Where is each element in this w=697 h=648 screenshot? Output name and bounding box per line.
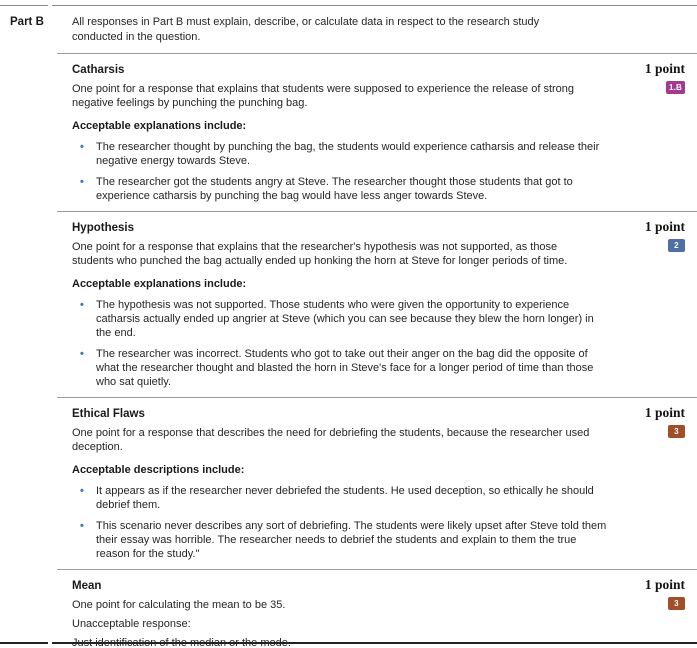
points-label: 1 point — [644, 577, 685, 592]
part-b-label: Part B — [10, 16, 44, 28]
list-item-text: This scenario never describes any sort of debriefing. The students were likely upset after Steve told them their essay was horrible. The researcher needs to debrief the students and explain to them the true reason for the study." — [96, 520, 607, 560]
rubric-content — [57, 53, 697, 648]
skill-badge: 3 — [668, 425, 685, 438]
top-rule-right-segment — [52, 5, 697, 6]
section-catharsis — [57, 54, 697, 211]
unacceptable-text: Just identification of the median or the mode. — [72, 637, 291, 648]
list-item-text: The researcher got the students angry at Steve. The researcher thought those students that got to experience catharsis by punching the bag would have less anger towards Steve. — [96, 176, 573, 202]
list-item — [72, 484, 685, 512]
part-b-row — [0, 6, 697, 53]
section-title: Hypothesis — [72, 222, 134, 234]
list-item — [72, 347, 685, 389]
acceptable-list — [72, 298, 685, 389]
list-item-text: It appears as if the researcher never debriefed the students. He used deception, so ethically he should debrief them. — [96, 485, 594, 511]
part-b-intro: All responses in Part B must explain, describe, or calculate data in respect to the research study conducted in the question. — [72, 16, 540, 43]
list-header: Acceptable explanations include: — [72, 120, 247, 132]
list-item — [72, 298, 685, 340]
skill-badge: 2 — [668, 239, 685, 252]
bottom-rule — [0, 642, 697, 644]
section-header — [72, 578, 685, 593]
bottom-rule-left-segment — [0, 642, 48, 644]
list-item-text: The researcher thought by punching the bag, the students would experience catharsis and release their negative energy towards Steve. — [96, 141, 600, 167]
unacceptable-label: Unacceptable response: — [72, 618, 191, 630]
section-header — [72, 62, 685, 77]
points-label: 1 point — [644, 219, 685, 234]
acceptable-list — [72, 140, 685, 203]
list-item — [72, 175, 685, 203]
points-label: 1 point — [644, 61, 685, 76]
section-description: One point for a response that explains that students were supposed to experience the release of strong negative feelings by punching the punching bag. — [72, 83, 575, 109]
list-header: Acceptable descriptions include: — [72, 464, 245, 476]
section-ethical-flaws — [57, 398, 697, 569]
top-rule — [0, 0, 697, 6]
section-description: One point for calculating the mean to be 35. — [72, 599, 286, 611]
points-label: 1 point — [644, 405, 685, 420]
section-mean — [57, 570, 697, 648]
list-item-text: The hypothesis was not supported. Those students who were given the opportunity to experience catharsis actually ended up angrier at Steve (which you can see because they blew the horn longer) in the end. — [96, 299, 594, 339]
bottom-rule-right-segment — [52, 642, 697, 644]
section-description: One point for a response that explains that the researcher's hypothesis was not supported, as those students who punched the bag actually ended up honking the horn at Steve for longer periods of time. — [72, 241, 568, 267]
list-header: Acceptable explanations include: — [72, 278, 247, 290]
skill-badge: 3 — [668, 597, 685, 610]
list-item — [72, 140, 685, 168]
list-item-text: The researcher was incorrect. Students who got to take out their anger on the bag did the opposite of what the researcher thought and blasted the horn in Steve's face for a longer period of time than those who sat quietly. — [96, 348, 594, 388]
section-header — [72, 220, 685, 235]
section-title: Ethical Flaws — [72, 408, 145, 420]
bullet-icon — [80, 519, 89, 561]
skill-badge: 1.B — [666, 81, 685, 94]
acceptable-list — [72, 484, 685, 561]
bullet-icon — [80, 347, 89, 389]
top-rule-left-segment — [0, 5, 48, 6]
section-hypothesis — [57, 212, 697, 397]
section-title: Catharsis — [72, 64, 125, 76]
bullet-icon — [80, 175, 89, 203]
section-header — [72, 406, 685, 421]
bullet-icon — [80, 298, 89, 340]
section-description: One point for a response that describes the need for debriefing the students, because the researcher used deception. — [72, 427, 590, 453]
list-item — [72, 519, 685, 561]
section-title: Mean — [72, 580, 102, 592]
bullet-icon — [80, 140, 89, 168]
bullet-icon — [80, 484, 89, 512]
